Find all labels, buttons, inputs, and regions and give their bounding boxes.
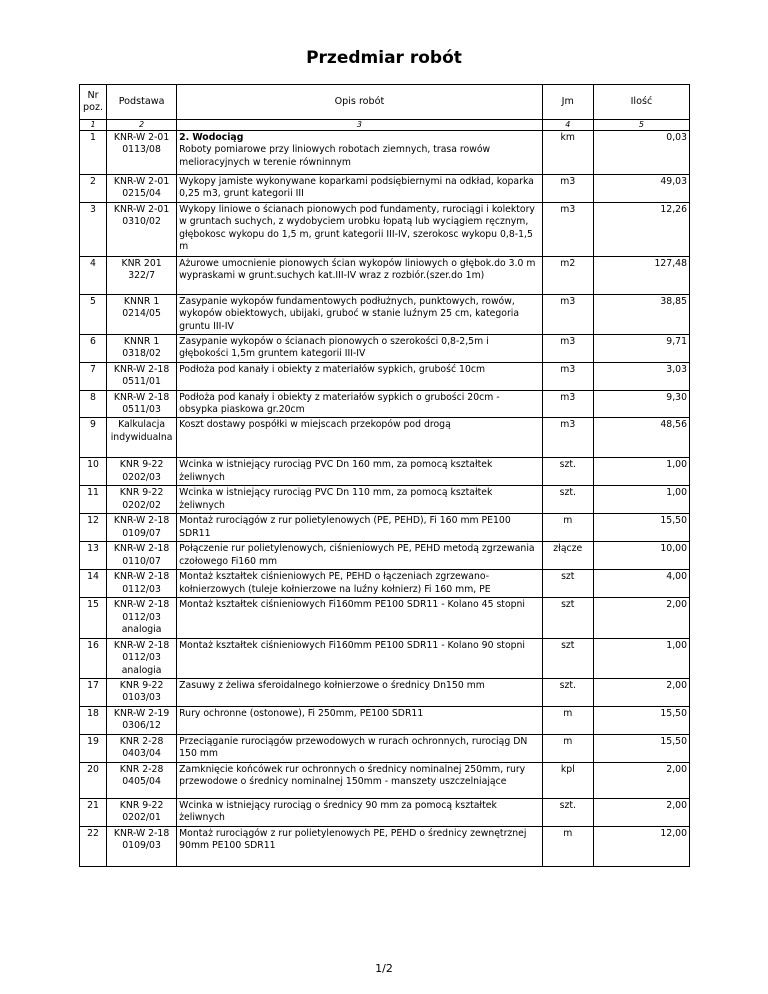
row-base: KNR-W 2-18 0110/07 — [107, 542, 177, 570]
table-row — [80, 486, 690, 514]
table-row — [80, 175, 690, 203]
header-unit: Jm — [542, 85, 593, 120]
table-row — [80, 542, 690, 570]
row-unit: złącze — [542, 542, 593, 570]
row-unit: szt. — [542, 678, 593, 706]
row-number: 4 — [80, 256, 107, 294]
row-description — [177, 762, 543, 798]
row-unit: m3 — [542, 294, 593, 334]
row-base: KNR 2-28 0405/04 — [107, 762, 177, 798]
row-description — [177, 418, 543, 458]
row-description-text: Wcinka w istniejący rurociąg PVC Dn 160 mm, za pomocą kształtek żeliwnych — [179, 459, 493, 483]
row-unit: szt. — [542, 798, 593, 826]
column-number: 4 — [542, 120, 593, 131]
row-quantity: 15,50 — [593, 706, 689, 734]
row-quantity: 2,00 — [593, 598, 689, 638]
table-row — [80, 598, 690, 638]
row-description — [177, 798, 543, 826]
row-unit: m3 — [542, 418, 593, 458]
row-unit: m — [542, 826, 593, 866]
row-description-text: Montaż kształtek ciśnieniowych PE, PEHD o łączeniach zgrzewano-kołnierzowych (tuleje kołnierzowe na luźny kołnierz) Fi 160 mm, PE — [179, 571, 491, 595]
table-row — [80, 706, 690, 734]
row-unit: km — [542, 131, 593, 175]
row-unit: m3 — [542, 175, 593, 203]
table-row — [80, 678, 690, 706]
section-heading: 2. Wodociąg — [179, 132, 244, 143]
row-description-text: Wykopy jamiste wykonywane koparkami podsiębiernymi na odkład, koparka 0,25 m3, grunt kategorii III — [179, 176, 534, 200]
row-number: 12 — [80, 514, 107, 542]
row-base: KNNR 1 0214/05 — [107, 294, 177, 334]
row-number: 8 — [80, 390, 107, 418]
row-description-text: Montaż rurociągów z rur polietylenowych (PE, PEHD), Fi 160 mm PE100 SDR11 — [179, 515, 511, 539]
row-quantity: 127,48 — [593, 256, 689, 294]
row-number: 11 — [80, 486, 107, 514]
row-base: KNR-W 2-18 0511/01 — [107, 362, 177, 390]
row-description — [177, 294, 543, 334]
row-description — [177, 734, 543, 762]
row-base: KNR-W 2-18 0109/07 — [107, 514, 177, 542]
row-description — [177, 826, 543, 866]
row-number: 15 — [80, 598, 107, 638]
header-quantity: Ilość — [593, 85, 689, 120]
table-row — [80, 335, 690, 363]
row-description-text: Połączenie rur polietylenowych, ciśnieniowych PE, PEHD metodą zgrzewania czołowego Fi160 mm — [179, 543, 535, 567]
column-number-row — [80, 120, 690, 131]
row-description-text: Wykopy liniowe o ścianach pionowych pod fundamenty, rurociągi i kolektory w gruntach suchych, z wydobyciem urobku łopatą lub wyciągiem ręcznym, głębokosc wykopu do 1,5 m, grunt kategorii III-IV, szerokosc wykopu 0,8-1,5 m — [179, 203, 535, 253]
row-unit: m — [542, 734, 593, 762]
row-base: KNR-W 2-18 0112/03 — [107, 570, 177, 598]
row-base: KNR-W 2-01 0113/08 — [107, 131, 177, 175]
column-number: 3 — [177, 120, 543, 131]
column-number: 1 — [80, 120, 107, 131]
table-row — [80, 294, 690, 334]
row-quantity: 12,00 — [593, 826, 689, 866]
row-unit: szt. — [542, 486, 593, 514]
row-description-text: Ażurowe umocnienie pionowych ścian wykopów liniowych o głębok.do 3.0 m wypraskami w grunt.suchych kat.III-IV wraz z rozbiór.(szer.do 1m) — [179, 257, 536, 282]
row-base: KNR-W 2-01 0310/02 — [107, 202, 177, 256]
row-quantity: 15,50 — [593, 514, 689, 542]
table-row — [80, 256, 690, 294]
header-row — [80, 85, 690, 120]
header-nr: Nr poz. — [80, 85, 107, 120]
row-description — [177, 570, 543, 598]
row-quantity: 38,85 — [593, 294, 689, 334]
row-quantity: 9,30 — [593, 390, 689, 418]
row-quantity: 4,00 — [593, 570, 689, 598]
row-base: KNR 9-22 0202/01 — [107, 798, 177, 826]
row-quantity: 9,71 — [593, 335, 689, 363]
table-row — [80, 418, 690, 458]
row-base: KNR-W 2-01 0215/04 — [107, 175, 177, 203]
row-description — [177, 514, 543, 542]
row-description-text: Montaż kształtek ciśnieniowych Fi160mm PE100 SDR11 - Kolano 45 stopni — [179, 599, 526, 611]
row-unit: szt — [542, 598, 593, 638]
row-description-text: Podłoża pod kanały i obiekty z materiałów sypkich o grubości 20cm - obsypka piaskowa gr.20cm — [179, 391, 500, 416]
table-row — [80, 514, 690, 542]
row-number: 19 — [80, 734, 107, 762]
row-base: KNR 9-22 0103/03 — [107, 678, 177, 706]
row-number: 22 — [80, 826, 107, 866]
page-title: Przedmiar robót — [306, 48, 462, 68]
table-row — [80, 638, 690, 678]
row-base: KNNR 1 0318/02 — [107, 335, 177, 363]
row-base: KNR-W 2-18 0112/03 analogia — [107, 638, 177, 678]
row-number: 20 — [80, 762, 107, 798]
page-number: 1/2 — [375, 962, 393, 975]
row-description-text: Koszt dostawy pospółki w miejscach przekopów pod drogą — [179, 419, 451, 431]
row-base: KNR-W 2-19 0306/12 — [107, 706, 177, 734]
row-description-text: Rury ochronne (ostonowe), Fi 250mm, PE100 SDR11 — [179, 707, 424, 719]
row-description — [177, 678, 543, 706]
row-number: 16 — [80, 638, 107, 678]
row-description — [177, 335, 543, 363]
table-row — [80, 362, 690, 390]
header-description: Opis robót — [177, 85, 543, 120]
column-number: 2 — [107, 120, 177, 131]
row-number: 7 — [80, 362, 107, 390]
row-number: 10 — [80, 458, 107, 486]
row-unit: szt — [542, 570, 593, 598]
row-description — [177, 598, 543, 638]
row-description — [177, 362, 543, 390]
row-unit: m3 — [542, 362, 593, 390]
row-unit: m — [542, 514, 593, 542]
row-description-text: Roboty pomiarowe przy liniowych robotach ziemnych, trasa rowów melioracyjnych w terenie równinnym — [179, 144, 491, 168]
row-quantity: 49,03 — [593, 175, 689, 203]
row-description-text: Zasypanie wykopów o ścianach pionowych o szerokości 0,8-2,5m i głębokości 1,5m gruntem kategorii III-IV — [179, 336, 489, 360]
row-description — [177, 458, 543, 486]
row-quantity: 12,26 — [593, 202, 689, 256]
bill-of-quantities-table — [79, 84, 690, 867]
row-base: KNR 2-28 0403/04 — [107, 734, 177, 762]
row-base: KNR 9-22 0202/02 — [107, 486, 177, 514]
row-unit: szt. — [542, 458, 593, 486]
row-quantity: 2,00 — [593, 798, 689, 826]
row-number: 17 — [80, 678, 107, 706]
row-description-text: Przeciąganie rurociągów przewodowych w rurach ochronnych, rurociąg DN 150 mm — [179, 735, 528, 759]
table-row — [80, 390, 690, 418]
row-quantity: 2,00 — [593, 678, 689, 706]
row-description — [177, 131, 543, 175]
table-row — [80, 458, 690, 486]
row-description-text: Wcinka w istniejący rurociąg PVC Dn 110 mm, za pomocą kształtek żeliwnych — [179, 487, 493, 511]
row-quantity: 48,56 — [593, 418, 689, 458]
row-description-text: Montaż kształtek ciśnieniowych Fi160mm PE100 SDR11 - Kolano 90 stopni — [179, 639, 526, 651]
table-row — [80, 202, 690, 256]
row-base: KNR-W 2-18 0109/03 — [107, 826, 177, 866]
table-row — [80, 131, 690, 175]
row-quantity: 1,00 — [593, 638, 689, 678]
row-description — [177, 486, 543, 514]
row-quantity: 10,00 — [593, 542, 689, 570]
row-base: KNR-W 2-18 0112/03 analogia — [107, 598, 177, 638]
row-quantity: 1,00 — [593, 486, 689, 514]
row-description-text: Zasypanie wykopów fundamentowych podłużnych, punktowych, rowów, wykopów obiektowych, ubijaki, gruboć w stanie luźnym 25 cm, kategoria gruntu III-IV — [179, 295, 520, 332]
row-number: 3 — [80, 202, 107, 256]
row-number: 18 — [80, 706, 107, 734]
row-unit: m3 — [542, 335, 593, 363]
row-quantity: 3,03 — [593, 362, 689, 390]
row-quantity: 0,03 — [593, 131, 689, 175]
row-base: KNR-W 2-18 0511/03 — [107, 390, 177, 418]
row-description-text: Montaż rurociągów z rur polietylenowych PE, PEHD o średnicy zewnętrznej 90mm PE100 SDR11 — [179, 827, 527, 851]
row-description-text: Wcinka w istniejący rurociąg o średnicy 90 mm za pomocą kształtek żeliwnych — [179, 799, 497, 823]
column-number: 5 — [593, 120, 689, 131]
row-description — [177, 638, 543, 678]
row-description — [177, 175, 543, 203]
row-base: Kalkulacja indywidualna — [107, 418, 177, 458]
row-unit: m3 — [542, 202, 593, 256]
row-number: 21 — [80, 798, 107, 826]
row-quantity: 2,00 — [593, 762, 689, 798]
row-quantity: 1,00 — [593, 458, 689, 486]
row-number: 2 — [80, 175, 107, 203]
row-unit: szt — [542, 638, 593, 678]
row-description — [177, 542, 543, 570]
row-description — [177, 256, 543, 294]
row-unit: m3 — [542, 390, 593, 418]
table-row — [80, 762, 690, 798]
row-description-text: Podłoża pod kanały i obiekty z materiałów sypkich, grubość 10cm — [179, 363, 486, 375]
row-number: 9 — [80, 418, 107, 458]
row-base: KNR 9-22 0202/03 — [107, 458, 177, 486]
table-row — [80, 570, 690, 598]
row-description-text: Zasuwy z żeliwa sferoidalnego kołnierzowe o średnicy Dn150 mm — [179, 679, 485, 691]
row-unit: kpl — [542, 762, 593, 798]
row-description — [177, 390, 543, 418]
row-description-text: Zamknięcie końcówek rur ochronnych o średnicy nominalnej 250mm, rury przewodowe o średnicy nominalnej 150mm - manszety uszczelniające — [179, 763, 526, 787]
row-number: 14 — [80, 570, 107, 598]
row-quantity: 15,50 — [593, 734, 689, 762]
row-number: 1 — [80, 131, 107, 175]
table-row — [80, 798, 690, 826]
row-unit: m — [542, 706, 593, 734]
header-base: Podstawa — [107, 85, 177, 120]
row-base: KNR 201 322/7 — [107, 256, 177, 294]
row-number: 6 — [80, 335, 107, 363]
row-description — [177, 202, 543, 256]
row-unit: m2 — [542, 256, 593, 294]
table-row — [80, 734, 690, 762]
row-number: 5 — [80, 294, 107, 334]
row-description — [177, 706, 543, 734]
row-number: 13 — [80, 542, 107, 570]
table-row — [80, 826, 690, 866]
